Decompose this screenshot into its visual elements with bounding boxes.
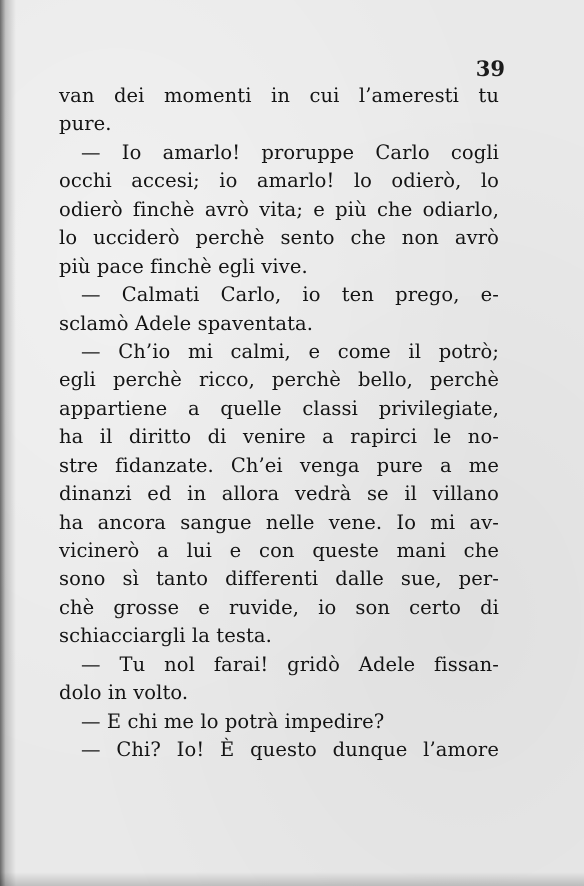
text-line: più pace finchè egli vive.: [59, 254, 308, 278]
text-line: ha il diritto di venire a rapirci le no-: [59, 425, 499, 449]
page-number: 39: [475, 56, 505, 81]
text-line: — Tu nol farai! gridò Adele fissan-: [81, 652, 499, 676]
text-line: lo ucciderò perchè sento che non avrò: [59, 226, 499, 250]
binding-shadow: [0, 0, 16, 886]
body-text: [59, 82, 499, 765]
text-line: appartiene a quelle classi privilegiate,: [59, 396, 499, 420]
text-line: vicinerò a lui e con queste mani che: [59, 539, 499, 562]
text-line: ha ancora sangue nelle vene. Io mi av-: [59, 510, 499, 534]
text-line: odierò finchè avrò vita; e più che odiarlo,: [59, 197, 499, 221]
text-line: — Io amarlo! proruppe Carlo cogli: [81, 140, 499, 164]
text-line: dolo in volto.: [59, 681, 189, 705]
text-line: stre fidanzate. Ch’ei venga pure a me: [59, 453, 499, 477]
page-bottom-edge: [0, 872, 584, 886]
text-line: — Ch’io mi calmi, e come il potrò;: [81, 339, 499, 363]
text-line: occhi accesi; io amarlo! lo odierò, lo: [59, 169, 499, 193]
text-line: egli perchè ricco, perchè bello, perchè: [59, 368, 499, 392]
text-line: sclamò Adele spaventata.: [59, 311, 314, 335]
text-line: sono sì tanto differenti dalle sue, per-: [59, 567, 499, 591]
text-line: pure.: [59, 112, 112, 136]
text-line: dinanzi ed in allora vedrà se il villano: [59, 482, 499, 506]
text-line: — Calmati Carlo, io ten prego, e-: [81, 283, 499, 307]
text-line: schiacciargli la testa.: [59, 624, 272, 648]
text-line: van dei momenti in cui l’ameresti tu: [59, 84, 499, 107]
text-line: — E chi me lo potrà impedire?: [81, 709, 385, 733]
text-line: chè grosse e ruvide, io son certo di: [59, 595, 499, 619]
text-line: — Chi? Io! È questo dunque l’amore: [81, 738, 499, 762]
